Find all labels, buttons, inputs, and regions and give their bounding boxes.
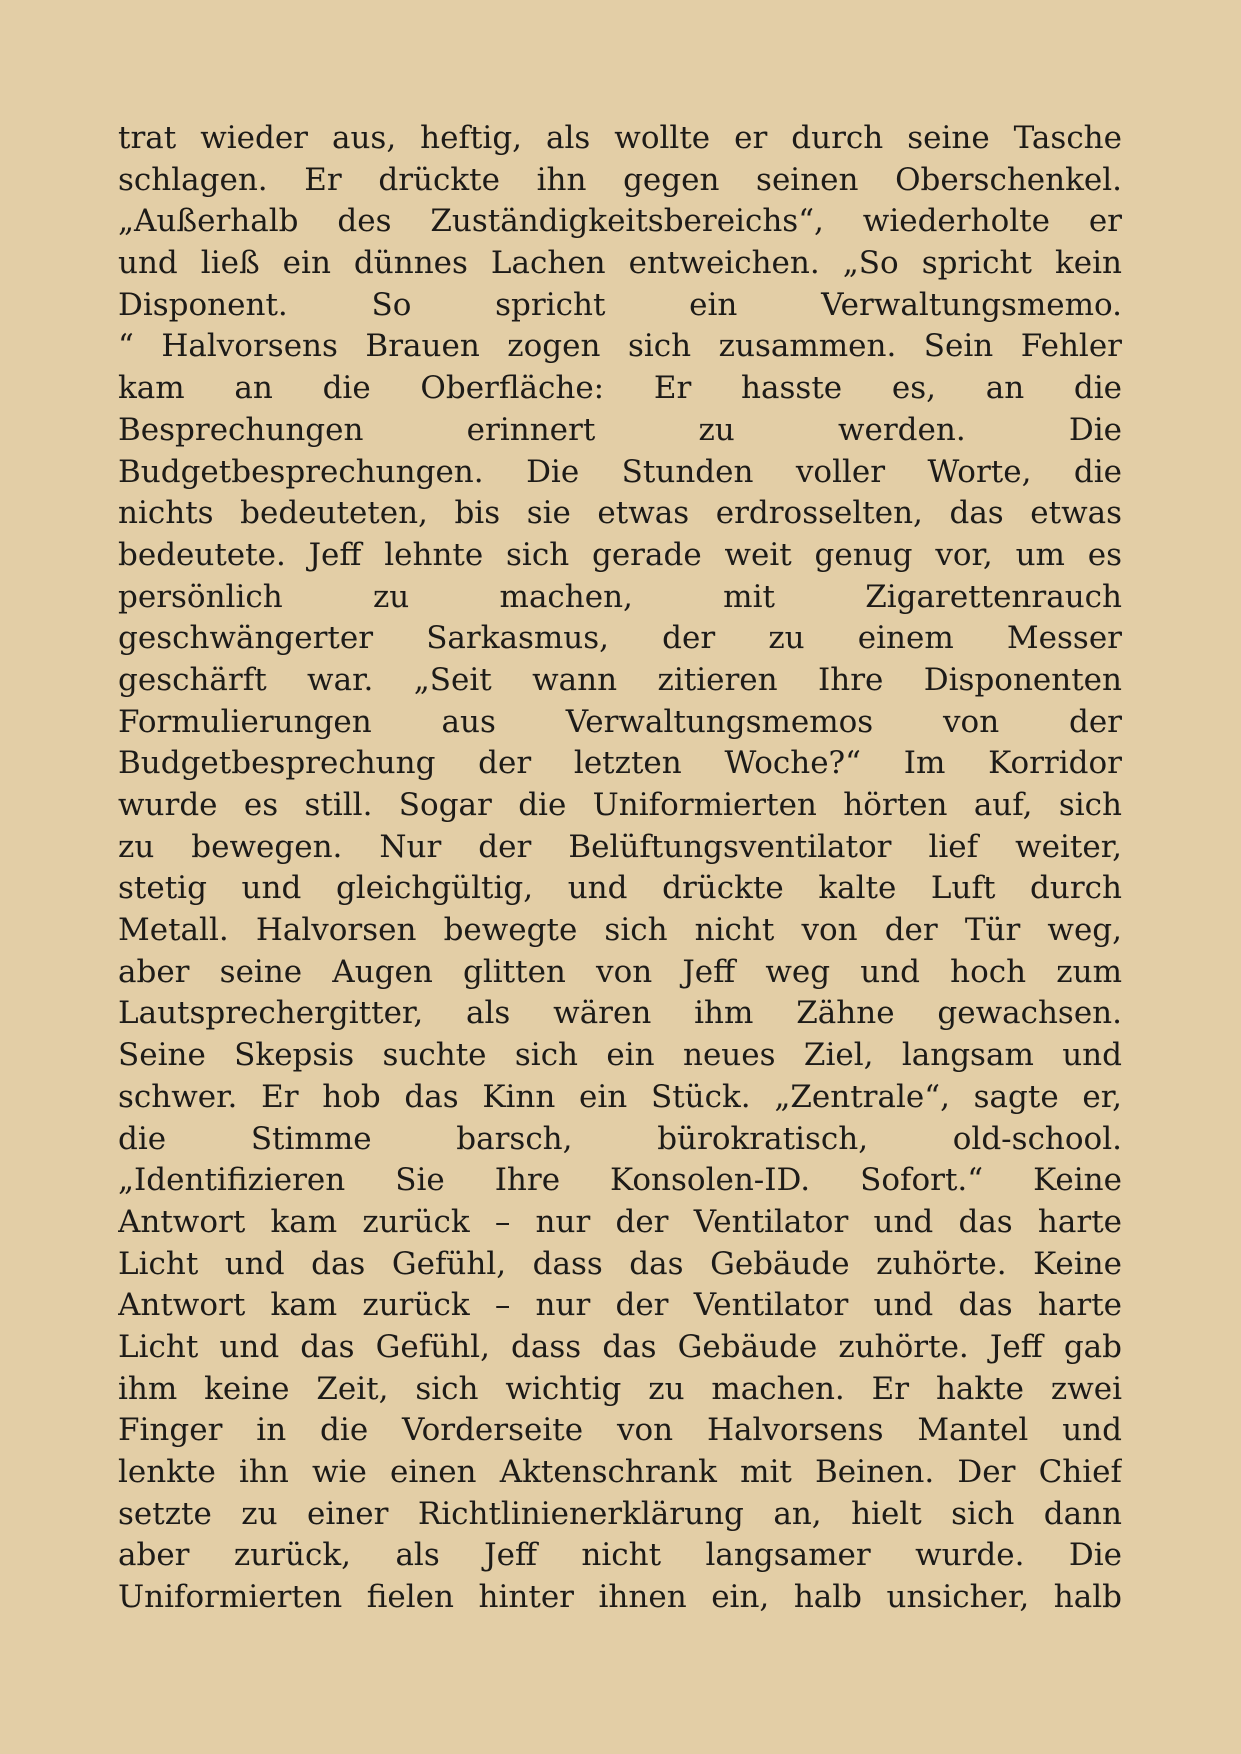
text-line: Antwort kam zurück – nur der Ventilator und das harte	[118, 1203, 1122, 1240]
text-line: Seine Skepsis suchte sich ein neues Ziel, langsam und	[118, 1037, 1122, 1074]
text-line: „Identifizieren Sie Ihre Konsolen-ID. Sofort.“ Keine	[118, 1162, 1122, 1199]
text-line: aber zurück, als Jeff nicht langsamer wurde. Die	[118, 1537, 1122, 1574]
text-line: setzte zu einer Richtlinienerklärung an, hielt sich dann	[118, 1495, 1122, 1532]
text-line: Licht und das Gefühl, dass das Gebäude zuhörte. Keine	[118, 1245, 1122, 1282]
text-line: Antwort kam zurück – nur der Ventilator und das harte	[118, 1287, 1122, 1324]
text-line: “ Halvorsens Brauen zogen sich zusammen. Sein Fehler	[118, 328, 1122, 365]
text-line: geschärft war. „Seit wann zitieren Ihre Disponenten	[118, 661, 1122, 698]
text-line: zu bewegen. Nur der Belüftungsventilator lief weiter,	[118, 828, 1122, 865]
text-line: die Stimme barsch, bürokratisch, old-school.	[118, 1120, 1122, 1157]
text-line: Budgetbesprechungen. Die Stunden voller Worte, die	[118, 453, 1122, 490]
text-line: Licht und das Gefühl, dass das Gebäude zuhörte. Jeff gab	[118, 1328, 1122, 1365]
text-line: Formulierungen aus Verwaltungsmemos von der	[118, 703, 1122, 740]
text-line: Budgetbesprechung der letzten Woche?“ Im Korridor	[118, 745, 1122, 782]
text-line: und ließ ein dünnes Lachen entweichen. „So spricht kein	[118, 245, 1122, 282]
text-line: kam an die Oberfläche: Er hasste es, an die	[118, 370, 1122, 407]
text-line: Uniformierten fielen hinter ihnen ein, halb unsicher, halb	[118, 1579, 1122, 1616]
text-line: wurde es still. Sogar die Uniformierten hörten auf, sich	[118, 787, 1122, 823]
text-line: Disponent. So spricht ein Verwaltungsmemo.	[118, 286, 1122, 323]
text-line: aber seine Augen glitten von Jeff weg und hoch zum	[118, 953, 1122, 990]
text-line: nichts bedeuteten, bis sie etwas erdrosselten, das etwas	[118, 495, 1122, 532]
text-line: Metall. Halvorsen bewegte sich nicht von der Tür weg,	[118, 912, 1122, 949]
text-line: geschwängerter Sarkasmus, der zu einem Messer	[118, 620, 1122, 657]
text-line: trat wieder aus, heftig, als wollte er durch seine Tasche	[118, 120, 1122, 156]
text-line: bedeutete. Jeff lehnte sich gerade weit genug vor, um es	[118, 536, 1122, 573]
text-line: Finger in die Vorderseite von Halvorsens Mantel und	[118, 1412, 1122, 1449]
text-line: Lautsprechergitter, als wären ihm Zähne gewachsen.	[118, 995, 1122, 1032]
text-line: lenkte ihn wie einen Aktenschrank mit Beinen. Der Chief	[118, 1454, 1122, 1490]
text-line: Besprechungen erinnert zu werden. Die	[118, 411, 1122, 448]
text-line: ihm keine Zeit, sich wichtig zu machen. Er hakte zwei	[118, 1370, 1122, 1407]
text-line: „Außerhalb des Zuständigkeitsbereichs“, wiederholte er	[118, 203, 1122, 240]
text-line: schlagen. Er drückte ihn gegen seinen Oberschenkel.	[118, 161, 1122, 198]
text-line: persönlich zu machen, mit Zigarettenrauch	[118, 578, 1122, 615]
text-line: stetig und gleichgültig, und drückte kalte Luft durch	[118, 870, 1122, 907]
body-text	[118, 118, 1122, 1619]
text-line: schwer. Er hob das Kinn ein Stück. „Zentrale“, sagte er,	[118, 1078, 1122, 1115]
